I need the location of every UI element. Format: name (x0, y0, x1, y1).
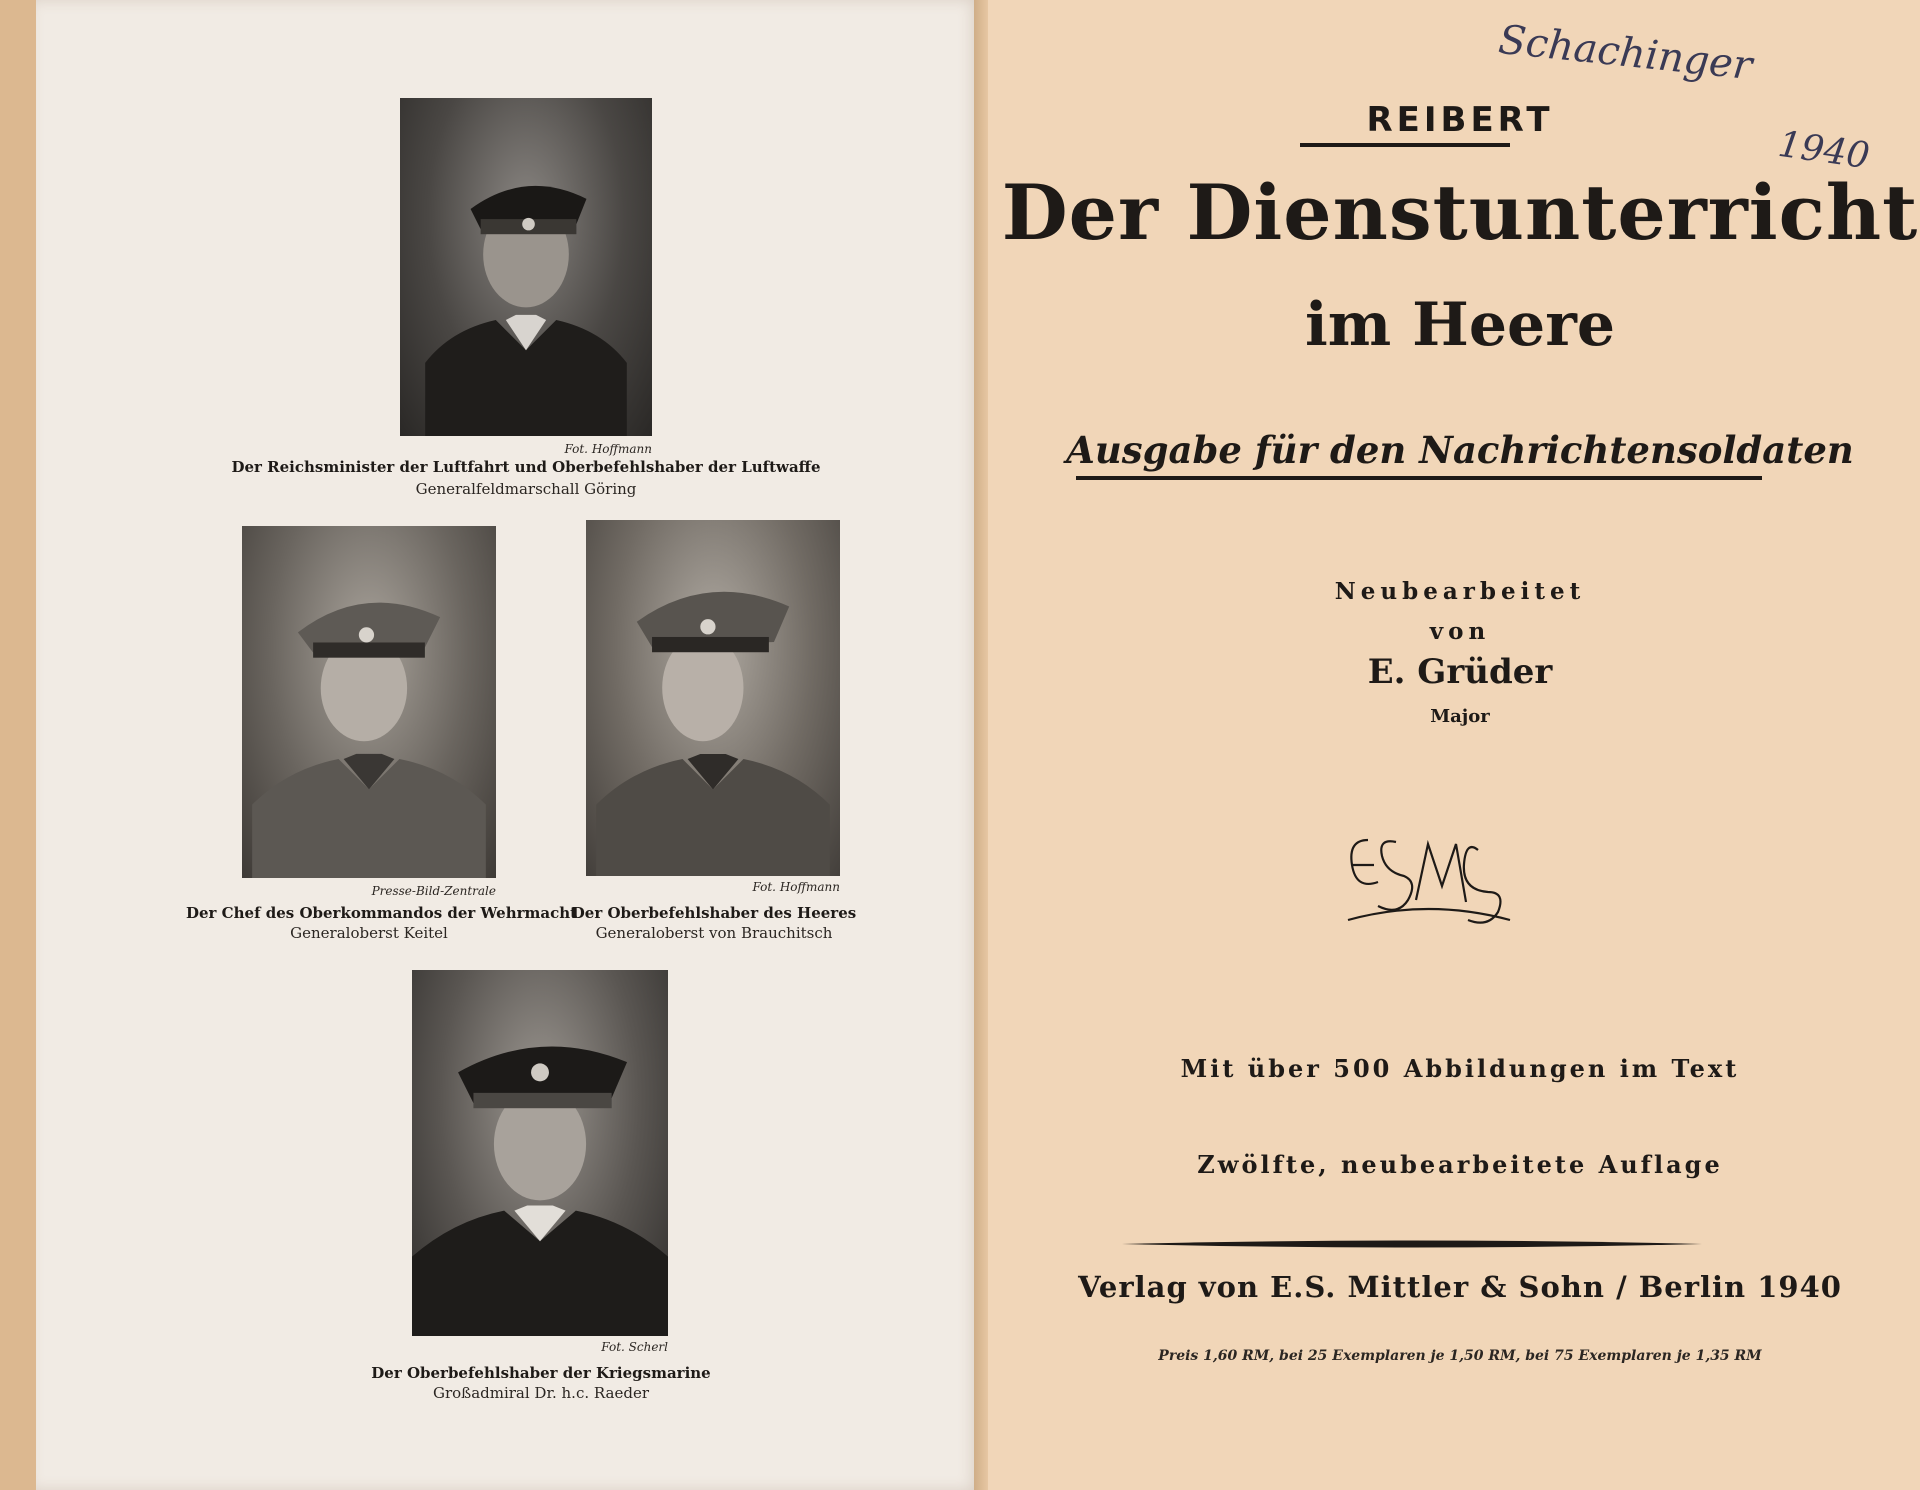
photo-credit: Fot. Hoffmann (752, 880, 840, 894)
handwritten-signature: Schachinger (1496, 16, 1755, 90)
portrait-photo (412, 970, 668, 1336)
publisher-monogram (1338, 820, 1518, 940)
portrait-caption-name: Generaloberst von Brauchitsch (595, 924, 833, 942)
photo-credit: Fot. Scherl (601, 1340, 668, 1354)
portrait-caption-title: Der Chef des Oberkommandos der Wehrmacht (186, 904, 578, 922)
book-title-line2: im Heere (1305, 290, 1615, 360)
portrait-caption-name: Generalfeldmarschall Göring (415, 480, 637, 498)
author-underline (1300, 143, 1510, 147)
photo-credit: Fot. Hoffmann (564, 442, 652, 456)
revised-label: Neubearbeitet (1334, 578, 1586, 605)
left-page (36, 0, 978, 1490)
page-edge (0, 0, 36, 1490)
publisher-line: Verlag von E.S. Mittler & Sohn / Berlin 1940 (1078, 1270, 1842, 1304)
handwritten-year: 1940 (1775, 123, 1873, 178)
book-gutter (974, 0, 988, 1490)
edition-note: Zwölfte, neubearbeitete Auflage (1197, 1150, 1723, 1179)
portrait-caption-name: Großadmiral Dr. h.c. Raeder (432, 1384, 649, 1402)
portrait-caption-title: Der Oberbefehlshaber des Heeres (571, 904, 857, 922)
ornamental-rule (1122, 1234, 1702, 1244)
book-subtitle: Ausgabe für den Nachrichtensoldaten (1066, 428, 1854, 472)
by-label: von (1429, 618, 1491, 645)
portrait-caption-name: Generaloberst Keitel (290, 924, 448, 942)
price-line: Preis 1,60 RM, bei 25 Exemplaren je 1,50 RM, bei 75 Exemplaren je 1,35 RM (1158, 1348, 1762, 1364)
editor-rank: Major (1430, 706, 1490, 727)
publisher-monogram-icon (1338, 820, 1518, 940)
editor-name: E. Grüder (1367, 652, 1553, 692)
illustrations-note: Mit über 500 Abbildungen im Text (1180, 1054, 1740, 1083)
portrait-photo (400, 98, 652, 436)
book-title-line1: Der Dienstunterricht (1001, 168, 1919, 257)
portrait-photo (586, 520, 840, 876)
portrait-caption-title: Der Reichsminister der Luftfahrt und Oberbefehlshaber der Luftwaffe (231, 458, 821, 476)
subtitle-underline (1076, 476, 1762, 480)
portrait-caption-title: Der Oberbefehlshaber der Kriegsmarine (371, 1364, 711, 1382)
book-author: REIBERT (1366, 100, 1554, 140)
photo-credit: Presse-Bild-Zentrale (371, 884, 496, 898)
portrait-photo (242, 526, 496, 878)
title-page (988, 0, 1920, 1490)
